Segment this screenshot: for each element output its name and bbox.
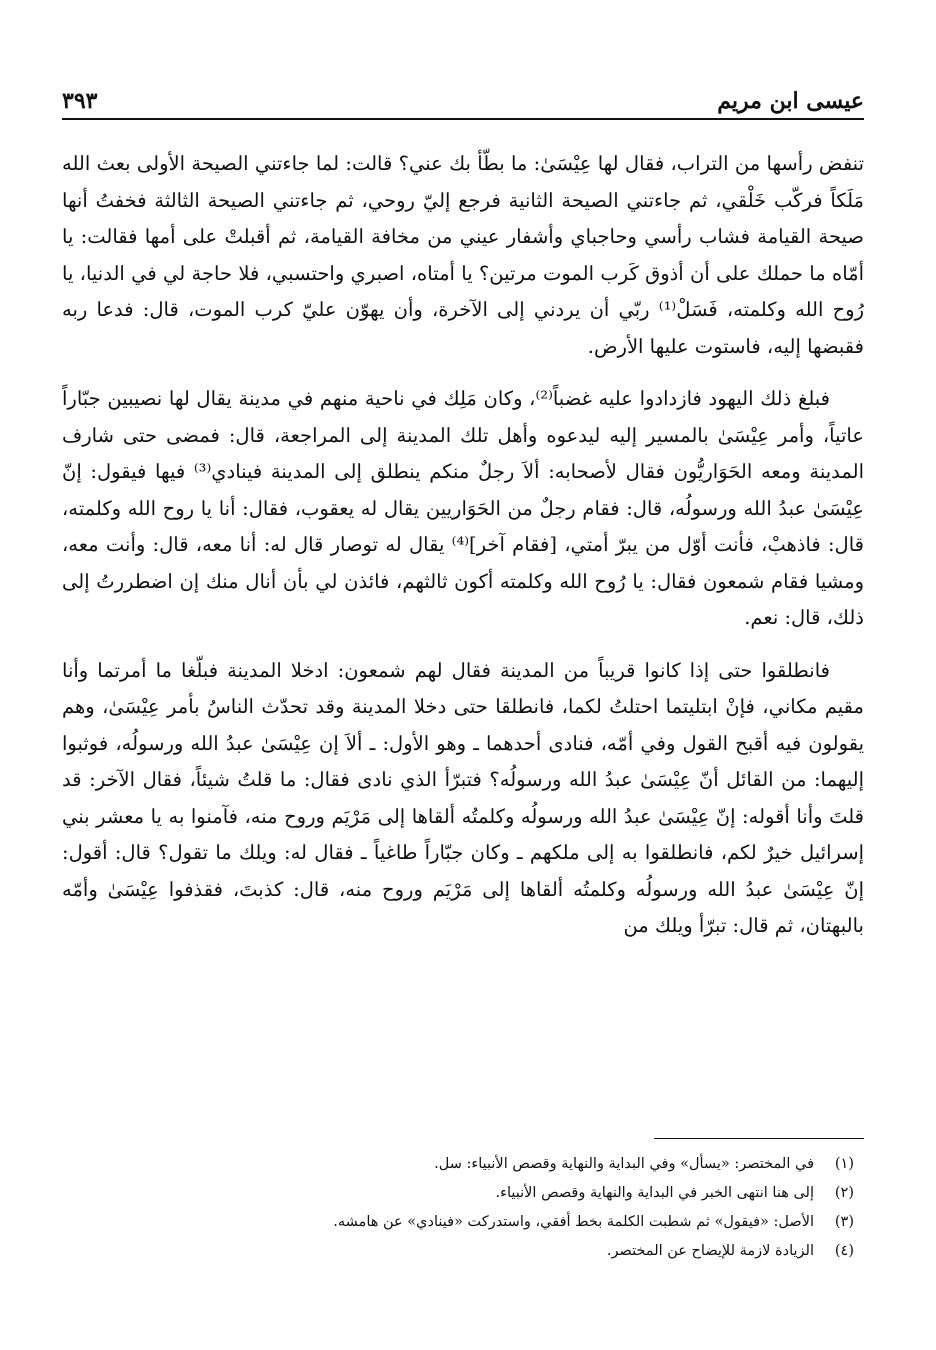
footnote-text: في المختصر: «يسأل» وفي البداية والنهاية وقصص الأنبياء: سل.: [434, 1156, 814, 1172]
footnotes: [62, 1150, 854, 1266]
footnote-text: إلى هنا انتهى الخبر في البداية والنهاية وقصص الأنبياء.: [495, 1185, 814, 1201]
footnote-1: [62, 1150, 854, 1179]
running-title: عيسى ابن مريم: [717, 88, 864, 114]
footnote-number: (٤): [834, 1243, 854, 1259]
footnote-number: (٣): [834, 1214, 854, 1230]
footnote-number: (١): [834, 1156, 854, 1172]
body-text: [62, 146, 864, 945]
footnote-number: (٢): [834, 1185, 854, 1201]
footnote-3: [62, 1208, 854, 1237]
paragraph-2: فبلغ ذلك اليهود فازدادوا عليه غضباً⁽²⁾، وكان مَلِك في ناحية منهم في مدينة يقال لها نصيبين جبّاراً عاتياً، وأمر عِيْسَىٰ بالمسير إليه ليدعوه وأهل تلك المدينة إلى المراجعة، قال: فمضى حتى شارف المدينة ومعه الحَوَاريُّون فقال لأصحابه: ألاَ رجلٌ منكم ينطلق إلى المدينة فينادي⁽³⁾ فيها فيقول: إنّ عِيْسَىٰ عبدُ الله ورسولُه، قال: فقام رجلٌ من الحَوَاريين يقال له يعقوب، فقال: أنا يا روح الله وكلمته، قال: فاذهبْ، فأنت أوّل من يبرّ أمتي، [فقام آخر]⁽⁴⁾ يقال له توصار قال له: أنا معه، قال: وأنت معه، ومشيا فقام شمعون فقال: يا رُوح الله وكلمته أكون ثالثهم، فائذن لي بأن أنال منك إن اضطررتُ إلى ذلك، قال: نعم.: [62, 387, 864, 629]
page-number: ٣٩٣: [62, 88, 98, 114]
footnote-text: الأصل: «فيقول» ثم شطبت الكلمة بخط أفقي، واستدركت «فينادي» عن هامشه.: [333, 1214, 814, 1230]
footnote-rule: [654, 1138, 864, 1139]
footnote-text: الزيادة لازمة للإيضاح عن المختصر.: [606, 1243, 814, 1259]
footnote-2: [62, 1179, 854, 1208]
footnote-4: [62, 1237, 854, 1266]
paragraph-3: فانطلقوا حتى إذا كانوا قريباً من المدينة فقال لهم شمعون: ادخلا المدينة فبلّغا ما أمرتما وأنا مقيم مكاني، فإنْ ابتليتما احتلتُ لكما، فانطلقا حتى دخلا المدينة وقد تحدّث الناسُ بأمر عِيْسَىٰ، وهم يقولون فيه أقبح القول وفي أمّه، فنادى أحدهما ـ وهو الأول: ـ ألاَ إن عِيْسَىٰ عبدُ الله ورسولُه، فوثبوا إليهما: من القائل أنّ عِيْسَىٰ عبدُ الله ورسولُه؟ فتبرّأ الذي نادى فقال: ما قلتُ شيئاً، فقال الآخر: قد قلتَ وأنا أقوله: إنّ عِيْسَىٰ عبدُ الله ورسولُه وكلمتُه ألقاها إلى مَرْيَم وروح منه، فآمنوا به يا معشر بني إسرائيل خيرٌ لكم، فانطلقوا به إلى ملكهم ـ وكان جبّاراً طاغياً ـ فقال له: ويلك ما تقول؟ قال: أقول: إنّ عِيْسَىٰ عبدُ الله ورسولُه وكلمتُه ألقاها إلى مَرْيَم وروح منه، قال: كذبتَ، فقذفوا عِيْسَىٰ وأمّه بالبهتان، ثم قال: تبرّأ ويلك من: [62, 658, 864, 937]
header-rule: [62, 118, 864, 120]
page-header: [62, 82, 864, 116]
paragraph-1: تنفض رأسها من التراب، فقال لها عِيْسَىٰ: ما بطّأ بك عني؟ قالت: لما جاءتني الصيحة الأولى بعث الله مَلَكاً فركّب خَلْقي، ثم جاءتني الصيحة الثانية فرجع إليّ روحي، ثم جاءتني الصيحة الثالثة فخفتُ أنها صيحة القيامة فشاب رأسي وحاجباي وأشفار عيني من مخافة القيامة، ثم أقبلتْ على أمها فقالت: يا أمّاه ما حملك على أن أذوق كَرب الموت مرتين؟ يا أمتاه، اصبري واحتسبي، فلا حاجة لي في الدنيا، يا رُوح الله وكلمته، فَسَلْ⁽¹⁾ ربّي أن يردني إلى الآخرة، وأن يهوّن عليّ كرب الموت، قال: فدعا ربه فقبضها إليه، فاستوت عليها الأرض.: [62, 152, 864, 358]
